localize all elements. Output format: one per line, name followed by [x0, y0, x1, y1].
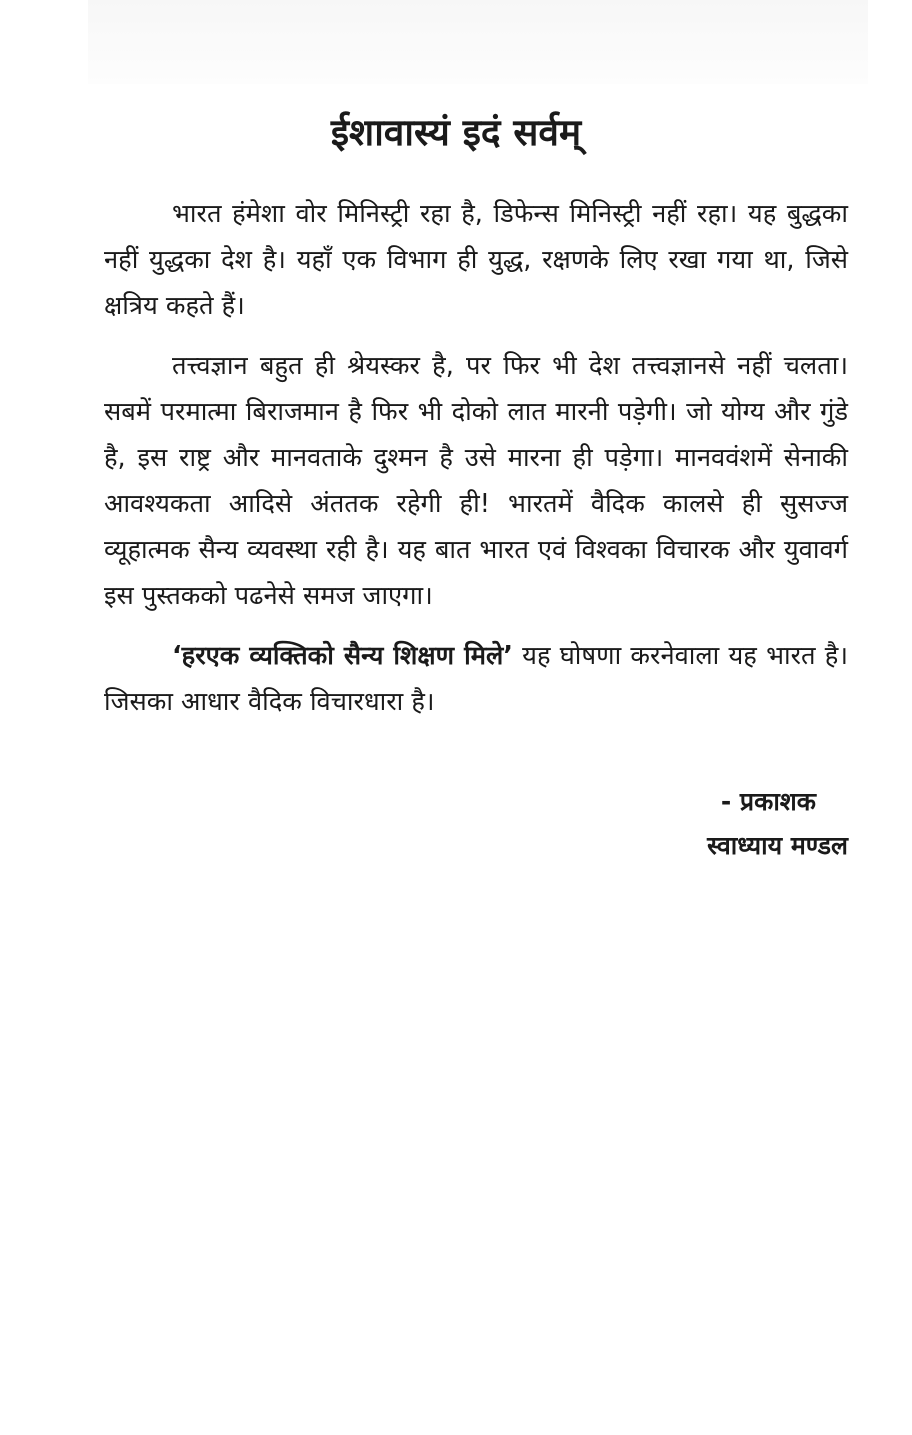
- body-text: [104, 191, 848, 739]
- signature-organization: स्वाध्याय मण्डल: [707, 831, 848, 860]
- signature-block: [707, 780, 848, 868]
- scan-shadow: [88, 0, 868, 84]
- signature-publisher: - प्रकाशक: [720, 787, 816, 816]
- emphasized-slogan: ‘हरएक व्यक्तिको सैन्य शिक्षण मिले’: [172, 641, 513, 671]
- paragraph-3: [104, 633, 848, 725]
- page-title: ईशावास्यं इदं सर्वम्: [330, 111, 582, 154]
- paragraph-2: तत्त्वज्ञान बहुत ही श्रेयस्कर है, पर फिर भी देश तत्त्वज्ञानसे नहीं चलता। सबमें परमात्मा बिराजमान है फिर भी दोको लात मारनी पड़ेगी। जो योग्य और गुंडे है, इस राष्ट्र और मानवताके दुश्मन है उसे मारना ही पड़ेगा। मानववंशमें सेनाकी आवश्यकता आदिसे अंततक रहेगी ही! भारतमें वैदिक कालसे ही सुसज्ज व्यूहात्मक सैन्य व्यवस्था रही है। यह बात भारत एवं विश्वका विचारक और युवावर्ग इस पुस्तकको पढनेसे समज जाएगा।: [104, 351, 848, 611]
- paragraph-1: भारत हंमेशा वोर मिनिस्ट्री रहा है, डिफेन्स मिनिस्ट्री नहीं रहा। यह बुद्धका नहीं युद्धका देश है। यहाँ एक विभाग ही युद्ध, रक्षणके लिए रखा गया था, जिसे क्षत्रिय कहते हैं।: [104, 199, 848, 321]
- paragraph-3-text: यह घोषणा करनेवाला यह भारत है। जिसका आधार वैदिक विचारधारा है।: [104, 641, 849, 717]
